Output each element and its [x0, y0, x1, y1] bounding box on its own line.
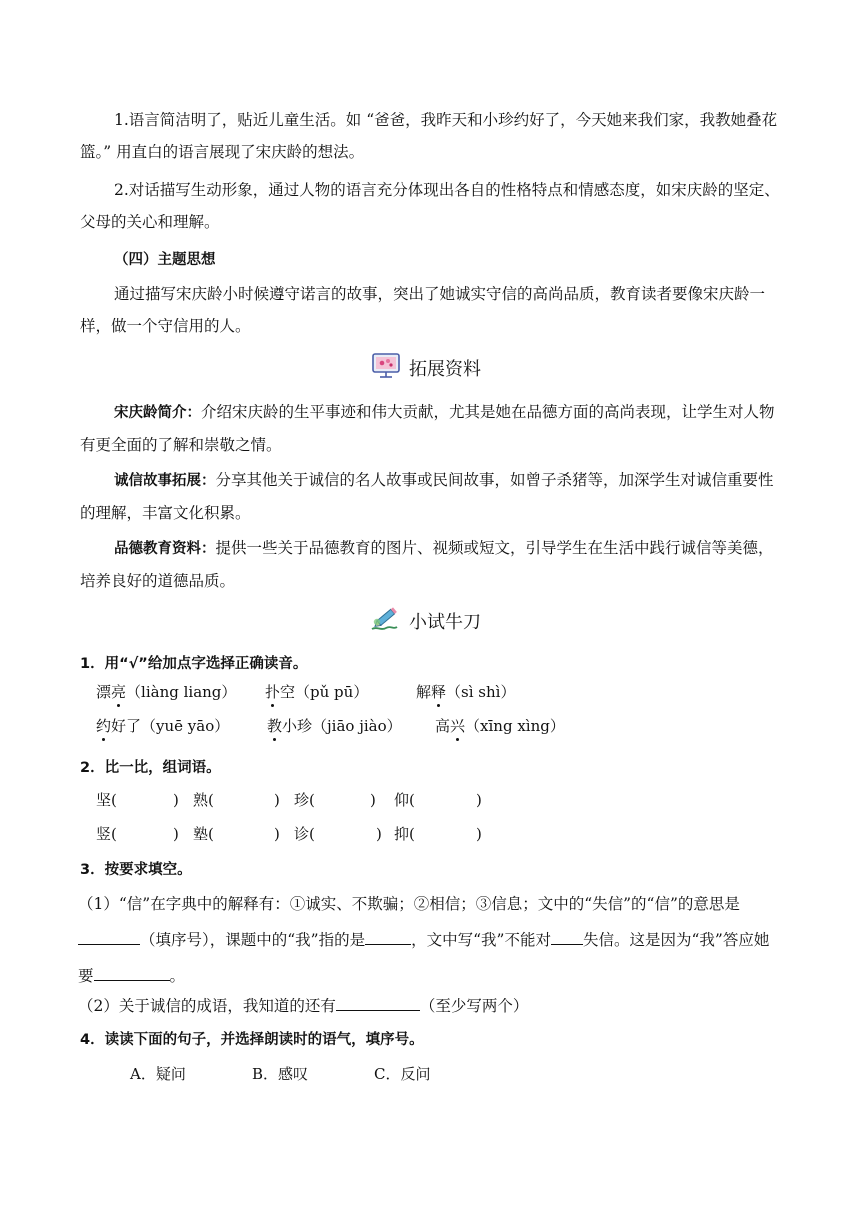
q2-char: 抑(: [394, 825, 415, 843]
question-4-title: 4．读读下面的句子，并选择朗读时的语气，填序号。: [80, 1032, 424, 1048]
q4-options: [96, 1062, 796, 1086]
option-b: B．感叹: [252, 1065, 309, 1083]
extension-item-2: [80, 464, 780, 529]
q2-char: 诊(: [294, 825, 315, 843]
answer-blank[interactable]: [336, 994, 420, 1011]
answer-blank[interactable]: [78, 928, 140, 945]
q3-sub-2: （2）关于诚信的成语，我知道的还有 （至少写两个）: [78, 990, 782, 1022]
option-c: C．反问: [374, 1065, 431, 1083]
feature-paragraph-1: 1.语言简洁明了，贴近儿童生活。如 “爸爸，我昨天和小珍约好了，今天她来我们家，我教她叠花篮。” 用直白的语言展现了宋庆龄的想法。: [80, 111, 778, 161]
q1-row-1: [96, 680, 796, 706]
q1-item: 扑空（pǔ pū）: [265, 680, 368, 704]
extension-item-label: 诚信故事拓展：: [114, 473, 216, 489]
q2-row-2: [96, 822, 796, 846]
theme-heading: （四）主题思想: [114, 252, 216, 268]
q3-sub-1: （1）“信”在字典中的解释有：①诚实、不欺骗；②相信；③信息；文中的“失信”的“信”的意思是（填序号），课题中的“我”指的是 ，文中写“我”不能对 失信。这是因为“我”答应她要 。: [78, 895, 770, 985]
extension-item-text: 提供一些关于品德教育的图片、视频或短文，引导学生在生活中践行诚信等美德，培养良好的道德品质。: [80, 539, 774, 590]
q2-paren: ): [173, 825, 179, 843]
q2-paren: ): [173, 791, 179, 809]
extension-title: 拓展资料: [409, 359, 481, 380]
q1-row-2: [96, 714, 796, 740]
question-2-title: 2．比一比，组词语。: [80, 760, 221, 776]
answer-blank[interactable]: [365, 928, 411, 945]
pencil-writing-icon: [369, 604, 401, 638]
q2-row-1: [96, 788, 796, 812]
q1-item: 教小珍（jiāo jiào）: [267, 714, 402, 738]
q2-char: 仰(: [394, 791, 415, 809]
q2-paren: ): [376, 825, 382, 843]
q1-item: 漂亮（liàng liang）: [96, 680, 236, 704]
q2-paren: ): [476, 791, 482, 809]
practice-title: 小试牛刀: [409, 612, 481, 633]
extension-banner: [371, 352, 481, 384]
q2-char: 坚(: [96, 791, 117, 809]
answer-blank[interactable]: [551, 928, 583, 945]
extension-item-1: [80, 396, 780, 461]
presentation-board-icon: [371, 352, 401, 384]
q2-char: 珍(: [294, 791, 315, 809]
q2-paren: ): [274, 825, 280, 843]
extension-item-label: 宋庆龄简介：: [114, 405, 201, 421]
extension-item-text: 介绍宋庆龄的生平事迹和伟大贡献，尤其是她在品德方面的高尚表现，让学生对人物有更全面的了解和崇敬之情。: [80, 403, 775, 454]
question-3-title: 3．按要求填空。: [80, 862, 192, 878]
q1-item: 解释（sì shì）: [416, 680, 515, 704]
answer-blank[interactable]: [94, 964, 170, 981]
q2-char: 熟(: [193, 791, 214, 809]
feature-paragraph-2: 2.对话描写生动形象，通过人物的语言充分体现出各自的性格特点和情感态度，如宋庆龄的坚定、父母的关心和理解。: [80, 181, 780, 231]
q2-paren: ): [370, 791, 376, 809]
q1-item: 高兴（xīng xìng）: [435, 714, 565, 738]
q2-paren: ): [274, 791, 280, 809]
question-1-title: 1．用“√”给加点字选择正确读音。: [80, 656, 308, 672]
extension-item-label: 品德教育资料：: [114, 541, 216, 557]
extension-item-text: 分享其他关于诚信的名人故事或民间故事，如曾子杀猪等，加深学生对诚信重要性的理解，丰富文化积累。: [80, 471, 774, 522]
practice-banner: [369, 604, 481, 638]
theme-paragraph: 通过描写宋庆龄小时候遵守诺言的故事，突出了她诚实守信的高尚品质，教育读者要像宋庆龄一样，做一个守信用的人。: [80, 285, 766, 335]
q2-char: 塾(: [193, 825, 214, 843]
q2-paren: ): [476, 825, 482, 843]
q2-char: 竖(: [96, 825, 117, 843]
extension-item-3: [80, 532, 780, 597]
q1-item: 约好了（yuē yāo）: [96, 714, 229, 738]
option-a: A．疑问: [130, 1065, 186, 1083]
